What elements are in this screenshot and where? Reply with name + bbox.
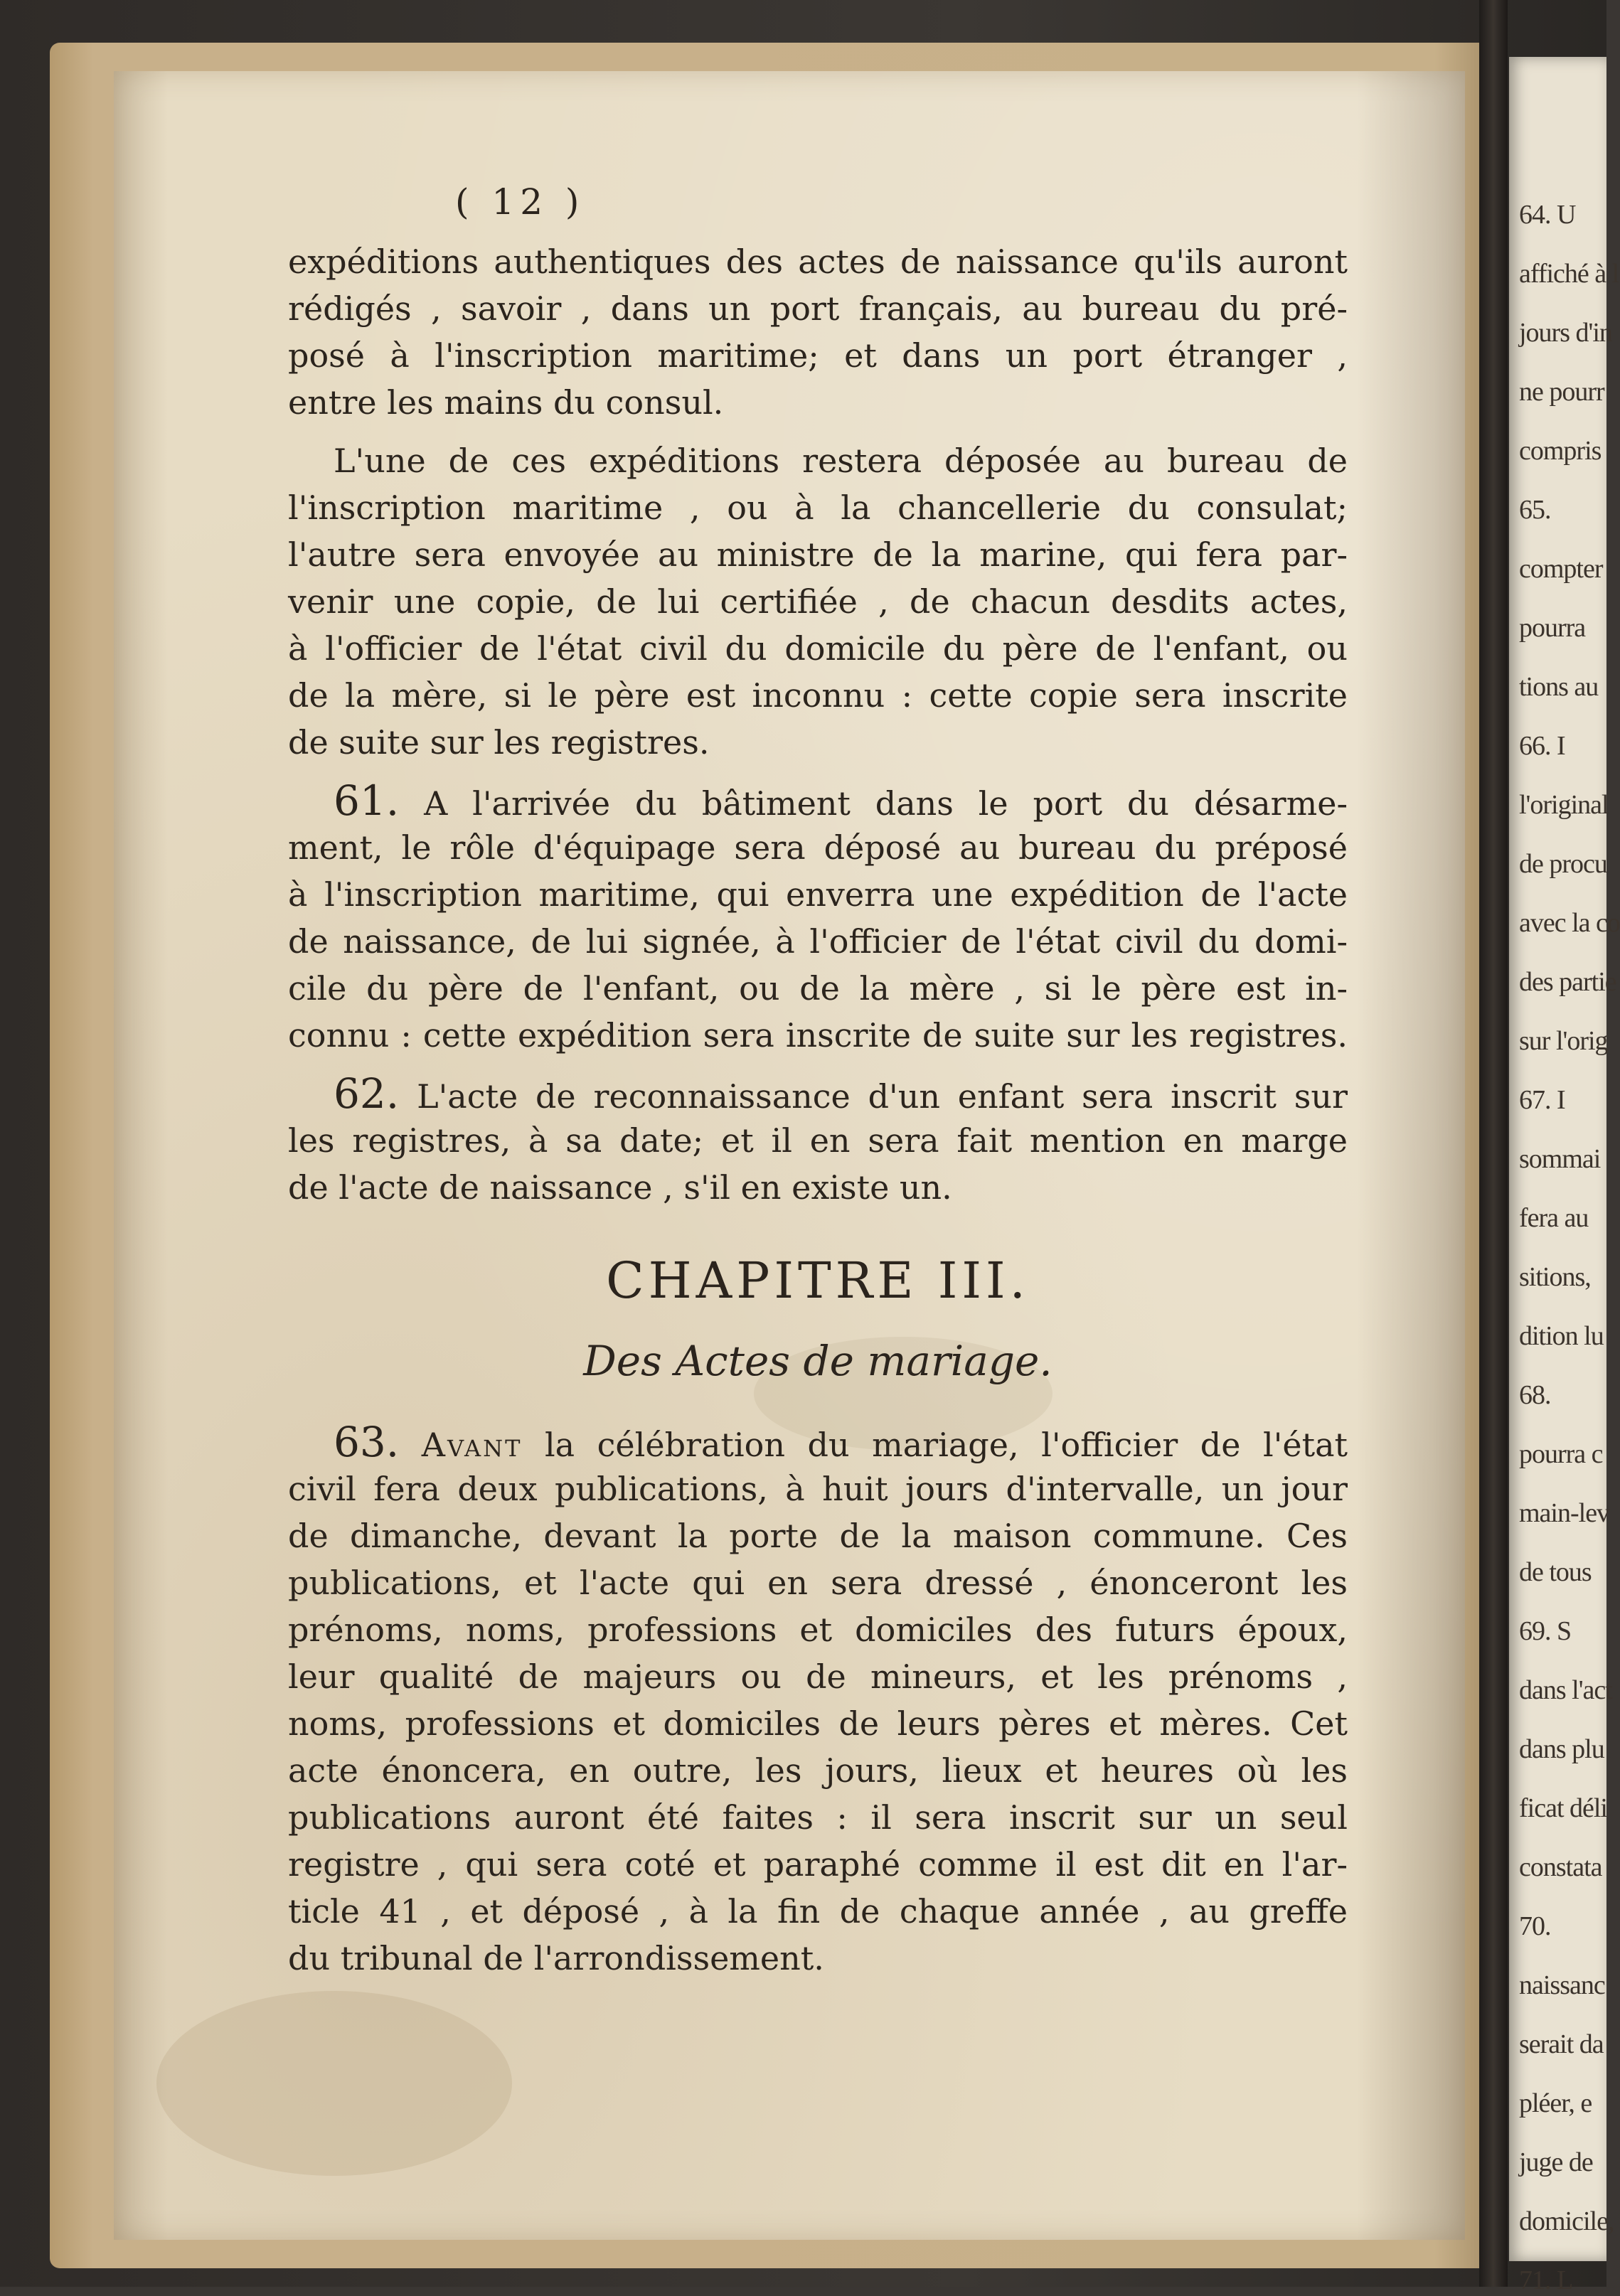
facing-page-fragment: affiché à l bbox=[1519, 259, 1619, 289]
facing-page-fragment: sommai bbox=[1519, 1144, 1601, 1174]
text-line: l'autre sera envoyée au ministre de la marine, qui fera par- bbox=[288, 535, 1348, 574]
text-line: de la mère, si le père est inconnu : cette copie sera inscrite bbox=[288, 676, 1348, 715]
text-line: connu : cette expédition sera inscrite de suite sur les registres. bbox=[288, 1016, 1348, 1054]
article-number: 62. bbox=[334, 1069, 400, 1118]
page-number: ( 12 ) bbox=[455, 181, 585, 223]
facing-page-fragment: dition lu bbox=[1519, 1321, 1604, 1351]
facing-page-fragment: avec la co bbox=[1519, 908, 1620, 938]
text-line: du tribunal de l'arrondissement. bbox=[288, 1939, 824, 1977]
facing-page-fragment: sitions, bbox=[1519, 1262, 1591, 1292]
facing-page-fragment: naissanc bbox=[1519, 1970, 1605, 2000]
facing-page-fragment: juge de bbox=[1519, 2147, 1593, 2177]
facing-page-fragment: 68. bbox=[1519, 1380, 1551, 1410]
facing-page-fragment: dans l'act bbox=[1519, 1675, 1612, 1705]
text-line: posé à l'inscription maritime; et dans un port étranger , bbox=[288, 336, 1348, 375]
text-line: entre les mains du consul. bbox=[288, 383, 724, 422]
facing-page-fragment: compter bbox=[1519, 554, 1603, 584]
facing-page-fragment: de tous bbox=[1519, 1557, 1592, 1587]
facing-page-fragment: serait da bbox=[1519, 2029, 1604, 2059]
text-span: la célébration du mariage, l'officier de l'état bbox=[544, 1426, 1348, 1464]
facing-page-fragment: compris bbox=[1519, 436, 1602, 466]
facing-page-fragment: ne pourr bbox=[1519, 377, 1604, 407]
facing-page-fragment: 66. I bbox=[1519, 731, 1565, 761]
text-line: L'une de ces expéditions restera déposée au bureau de bbox=[334, 442, 1348, 480]
facing-page-fragment: 65. bbox=[1519, 495, 1551, 525]
paper-stain bbox=[156, 1991, 512, 2176]
text-line: à l'officier de l'état civil du domicile du père de l'enfant, ou bbox=[288, 629, 1348, 668]
text-line: publications, et l'acte qui en sera dressé , énonceront les bbox=[288, 1564, 1348, 1602]
facing-page-fragment: 70. bbox=[1519, 1911, 1551, 1941]
facing-page-fragment: l'original bbox=[1519, 790, 1609, 820]
facing-page-fragment: des partie bbox=[1519, 967, 1616, 997]
chapter-subtitle: Des Actes de mariage. bbox=[583, 1337, 1053, 1385]
facing-page-fragment: de procu bbox=[1519, 849, 1607, 879]
book-spine bbox=[1479, 0, 1508, 2287]
facing-page-fragment: 71. L bbox=[1519, 2265, 1573, 2295]
facing-page-fragment: pourra c bbox=[1519, 1439, 1603, 1469]
text-line: l'inscription maritime , ou à la chancellerie du consulat; bbox=[288, 488, 1348, 527]
text-line: acte énoncera, en outre, les jours, lieux et heures où les bbox=[288, 1751, 1348, 1790]
text-line: leur qualité de majeurs ou de mineurs, et les prénoms , bbox=[288, 1657, 1348, 1696]
facing-page-fragment: ficat déli bbox=[1519, 1793, 1607, 1823]
facing-page-fragment: sur l'orig bbox=[1519, 1026, 1608, 1056]
text-line: publications auront été faites : il sera inscrit sur un seul bbox=[288, 1798, 1348, 1837]
facing-page-fragment: pourra bbox=[1519, 613, 1586, 643]
facing-page-fragment: tions au bbox=[1519, 672, 1599, 702]
text-line: les registres, à sa date; et il en sera fait mention en marge bbox=[288, 1121, 1348, 1160]
text-line: noms, professions et domiciles de leurs pères et mères. Cet bbox=[288, 1704, 1348, 1743]
facing-page-fragment: domicile, bbox=[1519, 2206, 1614, 2236]
text-line: venir une copie, de lui certifiée , de chacun desdits actes, bbox=[288, 582, 1348, 621]
text-line: ment, le rôle d'équipage sera déposé au bureau du préposé bbox=[288, 828, 1348, 867]
text-line: ticle 41 , et déposé , à la fin de chaque année , au greffe bbox=[288, 1892, 1348, 1931]
text-line: de l'acte de naissance , s'il en existe un. bbox=[288, 1168, 952, 1207]
text-line: civil fera deux publications, à huit jours d'intervalle, un jour bbox=[288, 1470, 1348, 1508]
text-line: rédigés , savoir , dans un port français, au bureau du pré- bbox=[288, 289, 1348, 328]
facing-page-fragment: 69. S bbox=[1519, 1616, 1572, 1646]
facing-page-fragment: constata bbox=[1519, 1852, 1602, 1882]
first-word: Avant bbox=[421, 1426, 523, 1464]
article-62-line bbox=[288, 1070, 1348, 1120]
text-line: de suite sur les registres. bbox=[288, 723, 710, 762]
facing-page-fragment: 67. I bbox=[1519, 1085, 1565, 1115]
facing-page-fragment: 64. U bbox=[1519, 200, 1576, 230]
text-line: registre , qui sera coté et paraphé comme il est dit en l'ar- bbox=[288, 1845, 1348, 1884]
article-63-line bbox=[288, 1419, 1348, 1468]
facing-page bbox=[1509, 57, 1620, 2295]
facing-page-fragment: pléer, e bbox=[1519, 2088, 1592, 2118]
text-line: à l'inscription maritime, qui enverra une expédition de l'acte bbox=[288, 875, 1348, 914]
article-61-line bbox=[288, 777, 1348, 827]
text-line: expéditions authentiques des actes de naissance qu'ils auront bbox=[288, 242, 1348, 281]
chapter-title: CHAPITRE III. bbox=[606, 1251, 1030, 1310]
text-line: de naissance, de lui signée, à l'officier de l'état civil du domi- bbox=[288, 922, 1348, 961]
article-number: 63. bbox=[334, 1418, 400, 1466]
article-number: 61. bbox=[334, 776, 400, 825]
text-line: prénoms, noms, professions et domiciles des futurs époux, bbox=[288, 1611, 1348, 1649]
text-line: cile du père de l'enfant, ou de la mère , si le père est in- bbox=[288, 969, 1348, 1008]
facing-page-fragment: fera au bbox=[1519, 1203, 1589, 1233]
text-span: A l'arrivée du bâtiment dans le port du désarme- bbox=[424, 784, 1348, 823]
facing-page-fragment: main-lev bbox=[1519, 1498, 1610, 1528]
text-line: de dimanche, devant la porte de la maison commune. Ces bbox=[288, 1517, 1348, 1555]
text-span: L'acte de reconnaissance d'un enfant sera inscrit sur bbox=[417, 1077, 1348, 1116]
facing-page-fragment: jours d'in bbox=[1519, 318, 1612, 348]
facing-page-fragment: dans plu bbox=[1519, 1734, 1604, 1764]
